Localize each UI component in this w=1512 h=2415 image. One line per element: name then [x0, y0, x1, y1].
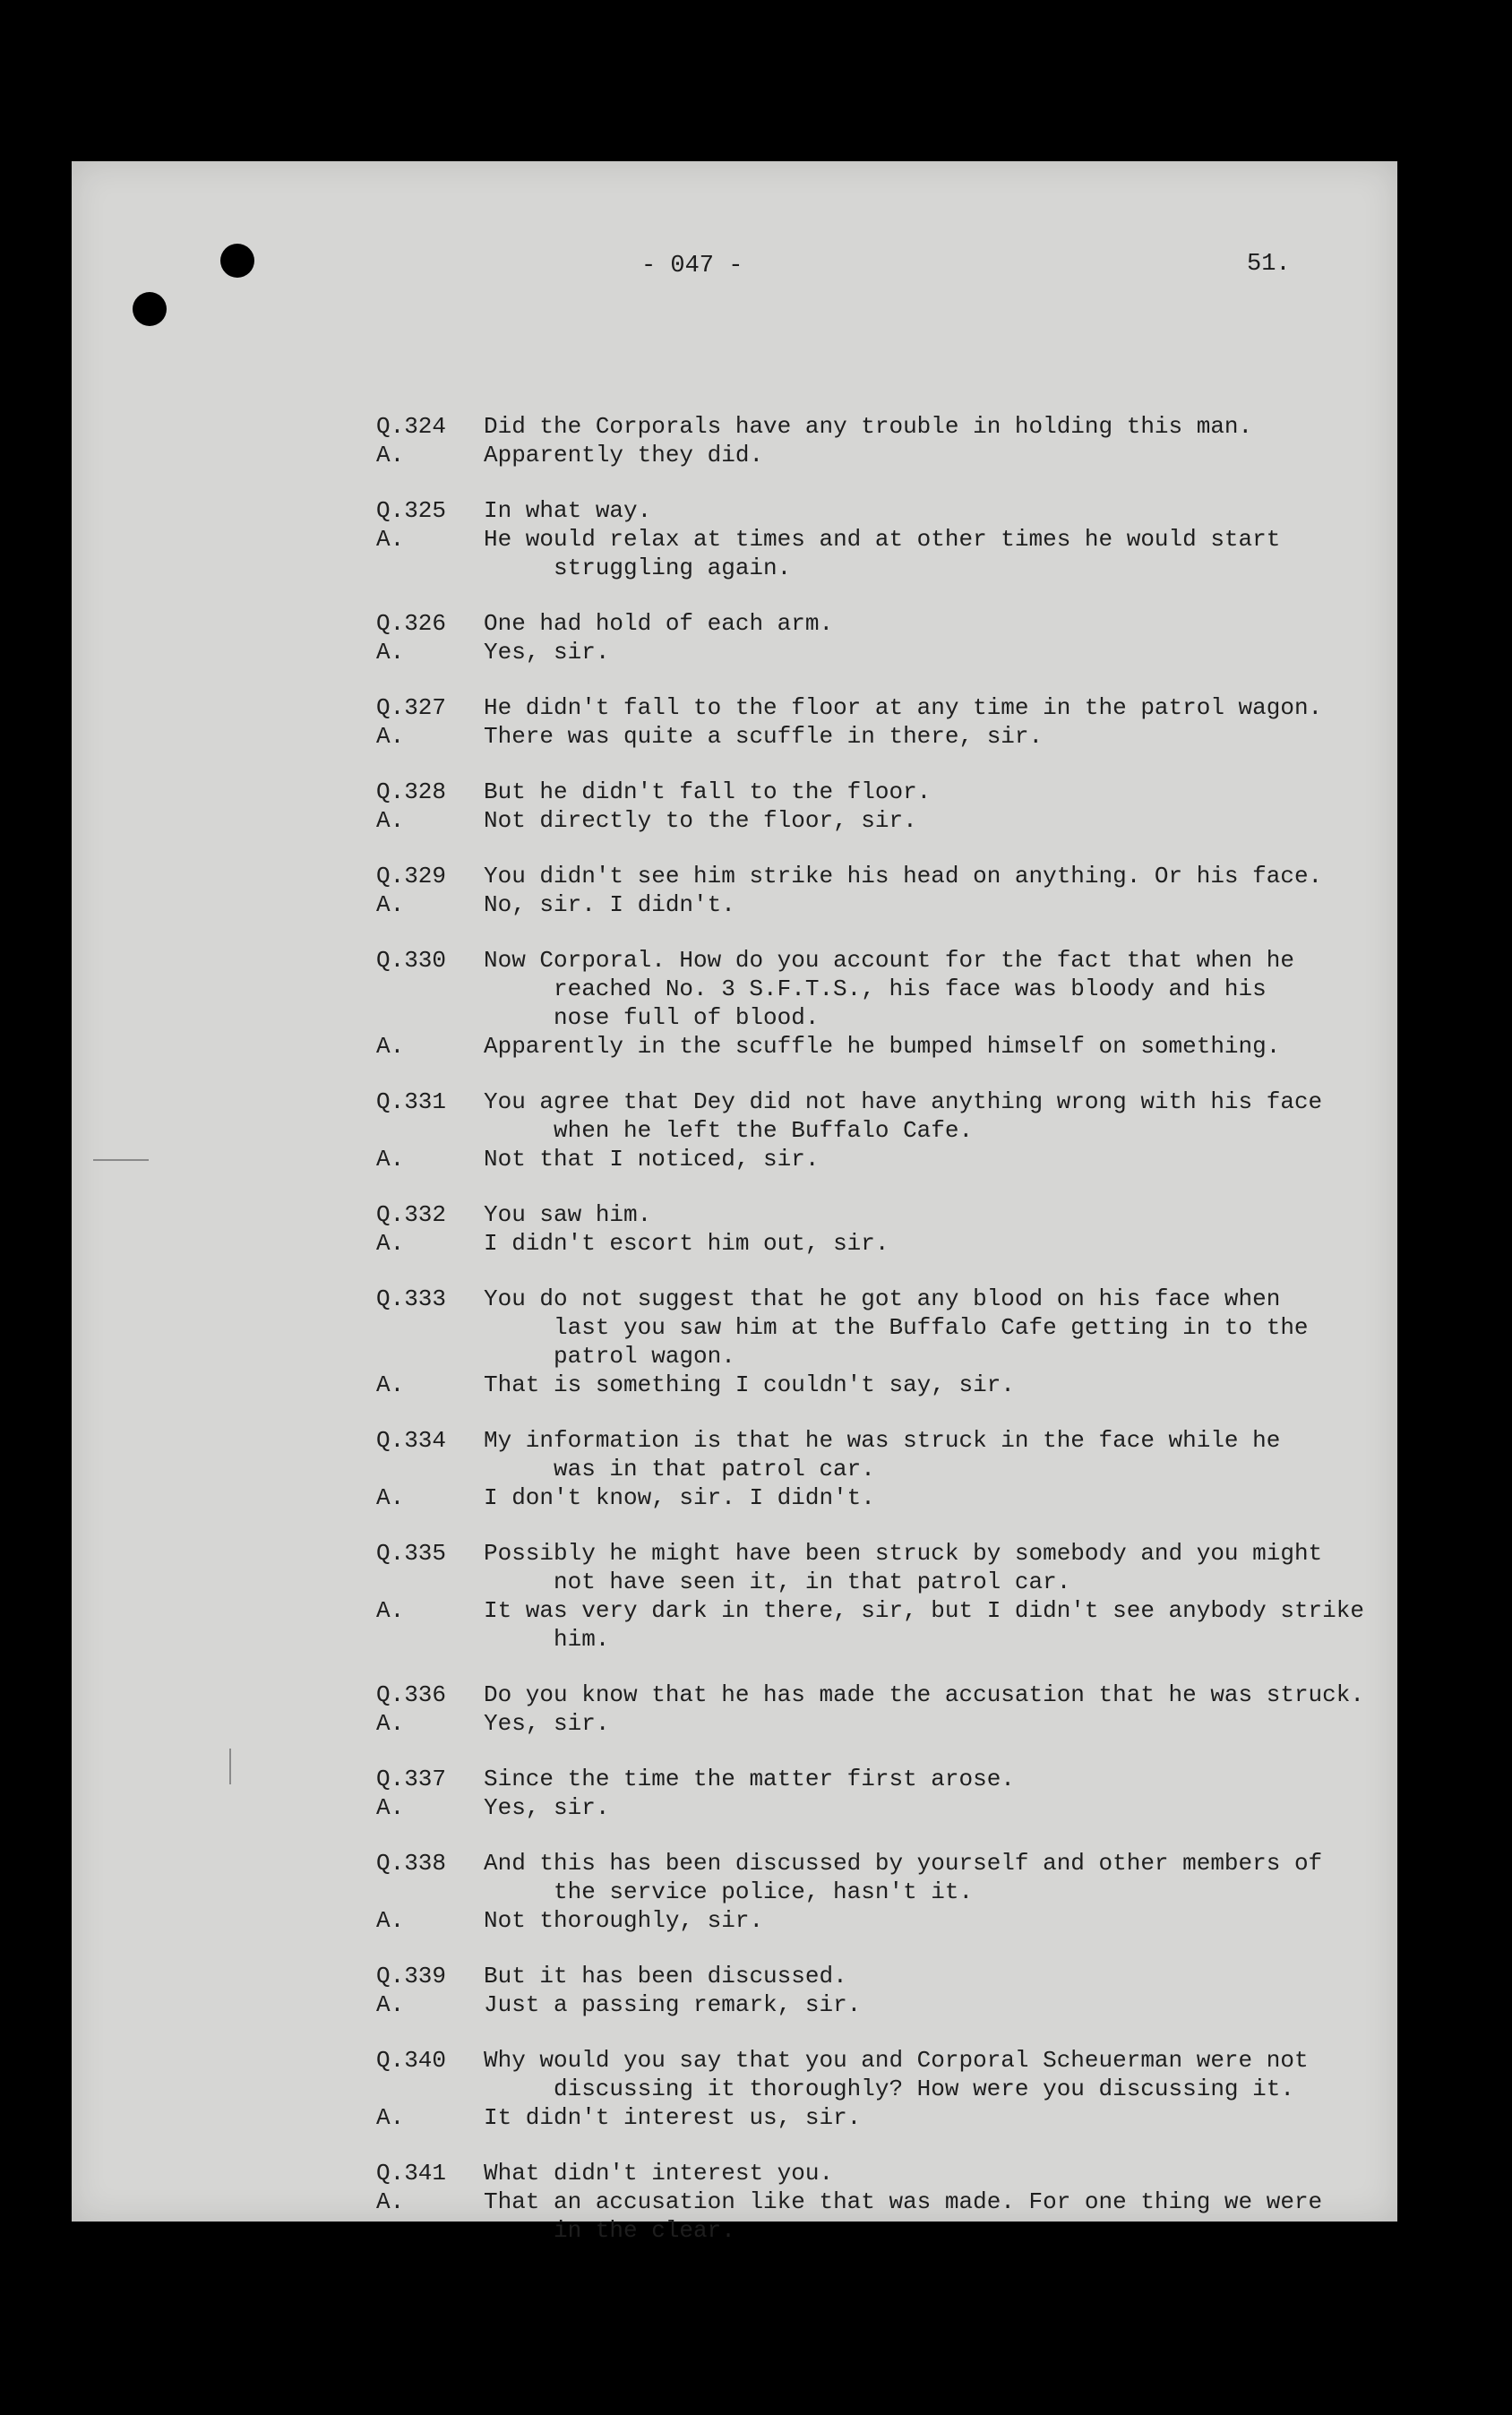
transcript-line [376, 1032, 1379, 1061]
transcript-line [376, 1709, 1379, 1738]
question-text: when he left the Buffalo Cafe. [554, 1117, 974, 1144]
question-text: You agree that Dey did not have anything wrong with his face [484, 1088, 1323, 1115]
qa-entry [376, 609, 1379, 666]
answer-text: There was quite a scuffle in there, sir. [484, 723, 1044, 750]
question-number: Q.327 [376, 694, 447, 721]
transcript-line [376, 1285, 1379, 1313]
question-text: not have seen it, in that patrol car. [554, 1568, 1071, 1595]
question-number: Q.334 [376, 1427, 447, 1454]
transcript-line [376, 2159, 1379, 2187]
answer-text: Apparently in the scuffle he bumped himself on something. [484, 1033, 1281, 1060]
question-number: Q.326 [376, 610, 447, 637]
margin-mark [93, 1159, 149, 1161]
question-number: Q.341 [376, 2160, 447, 2187]
question-number: Q.325 [376, 497, 447, 524]
transcript-line [376, 2103, 1379, 2132]
question-text: Do you know that he has made the accusation that he was struck. [484, 1681, 1364, 1708]
transcript-line [376, 1426, 1379, 1455]
qa-entry [376, 946, 1379, 1061]
transcript-line [376, 1849, 1379, 1878]
transcript-line [376, 1625, 1379, 1654]
transcript-line [376, 1568, 1379, 1596]
answer-label: A. [376, 807, 405, 834]
answer-label: A. [376, 891, 405, 918]
answer-text: Yes, sir. [484, 1710, 610, 1737]
answer-label: A. [376, 442, 405, 468]
qa-entry [376, 778, 1379, 835]
qa-entry [376, 862, 1379, 919]
transcript-line [376, 638, 1379, 666]
answer-text: Yes, sir. [484, 1794, 610, 1821]
margin-mark [229, 1749, 231, 1784]
transcript-line [376, 1003, 1379, 1032]
qa-entry [376, 693, 1379, 751]
transcript-line [376, 2075, 1379, 2103]
question-number: Q.324 [376, 413, 447, 440]
qa-entry [376, 1765, 1379, 1822]
answer-label: A. [376, 1597, 405, 1624]
answer-text: I didn't escort him out, sir. [484, 1230, 889, 1257]
question-text: last you saw him at the Buffalo Cafe getting in to the [554, 1314, 1309, 1341]
question-text: But it has been discussed. [484, 1963, 847, 1990]
answer-label: A. [376, 1907, 405, 1934]
question-number: Q.335 [376, 1540, 447, 1567]
qa-entry [376, 412, 1379, 469]
qa-entry [376, 1087, 1379, 1173]
transcript-line [376, 1765, 1379, 1793]
punch-hole [133, 292, 167, 326]
transcript-line [376, 2187, 1379, 2216]
qa-entry [376, 2046, 1379, 2132]
page-number: 51. [1247, 251, 1291, 278]
transcript-line [376, 890, 1379, 919]
answer-label: A. [376, 2104, 405, 2131]
answer-text: It didn't interest us, sir. [484, 2104, 862, 2131]
transcript-line [376, 1990, 1379, 2019]
question-number: Q.333 [376, 1285, 447, 1312]
question-text: What didn't interest you. [484, 2160, 834, 2187]
transcript-line [376, 1145, 1379, 1173]
question-text: nose full of blood. [554, 1004, 820, 1031]
answer-label: A. [376, 639, 405, 666]
transcript-line [376, 1229, 1379, 1258]
question-text: reached No. 3 S.F.T.S., his face was bloody and his [554, 975, 1267, 1002]
question-number: Q.336 [376, 1681, 447, 1708]
answer-label: A. [376, 1794, 405, 1821]
transcript-line [376, 1342, 1379, 1371]
transcript-line [376, 946, 1379, 975]
transcript-line [376, 1962, 1379, 1990]
transcript-line [376, 525, 1379, 554]
transcript-line [376, 1371, 1379, 1399]
question-text: patrol wagon. [554, 1343, 735, 1370]
transcript-line [376, 2046, 1379, 2075]
question-text: In what way. [484, 497, 652, 524]
qa-entry [376, 1849, 1379, 1935]
qa-entry [376, 1680, 1379, 1738]
transcript-line [376, 554, 1379, 582]
punch-hole [220, 244, 254, 278]
transcript-line [376, 1596, 1379, 1625]
transcript-line [376, 1539, 1379, 1568]
question-text: You saw him. [484, 1201, 652, 1228]
answer-label: A. [376, 1146, 405, 1173]
question-number: Q.340 [376, 2047, 447, 2074]
qa-entry [376, 1200, 1379, 1258]
transcript-line [376, 1878, 1379, 1906]
transcript-line [376, 1793, 1379, 1822]
question-text: Now Corporal. How do you account for the fact that when he [484, 947, 1294, 974]
transcript-line [376, 1483, 1379, 1512]
qa-entry [376, 1285, 1379, 1399]
question-text: Since the time the matter first arose. [484, 1766, 1015, 1792]
answer-text: Not thoroughly, sir. [484, 1907, 764, 1934]
answer-label: A. [376, 1371, 405, 1398]
transcript-line [376, 609, 1379, 638]
question-number: Q.329 [376, 863, 447, 890]
answer-label: A. [376, 1991, 405, 2018]
answer-label: A. [376, 1230, 405, 1257]
qa-entry [376, 496, 1379, 582]
answer-text: in the clear. [554, 2217, 735, 2244]
answer-label: A. [376, 2188, 405, 2215]
transcript-line [376, 1313, 1379, 1342]
answer-text: Yes, sir. [484, 639, 610, 666]
transcript-line [376, 1200, 1379, 1229]
question-number: Q.338 [376, 1850, 447, 1877]
answer-text: struggling again. [554, 554, 792, 581]
question-number: Q.331 [376, 1088, 447, 1115]
answer-text: It was very dark in there, sir, but I didn't see anybody strike [484, 1597, 1364, 1624]
answer-label: A. [376, 1484, 405, 1511]
qa-entry [376, 1962, 1379, 2019]
transcript-line [376, 1906, 1379, 1935]
answer-label: A. [376, 526, 405, 553]
answer-label: A. [376, 723, 405, 750]
question-number: Q.337 [376, 1766, 447, 1792]
answer-text: Not that I noticed, sir. [484, 1146, 820, 1173]
transcript-line [376, 1455, 1379, 1483]
question-text: Possibly he might have been struck by somebody and you might [484, 1540, 1323, 1567]
question-text: And this has been discussed by yourself and other members of [484, 1850, 1323, 1877]
answer-label: A. [376, 1710, 405, 1737]
transcript-line [376, 1116, 1379, 1145]
answer-text: That an accusation like that was made. For one thing we were [484, 2188, 1323, 2215]
question-text: One had hold of each arm. [484, 610, 834, 637]
question-text: was in that patrol car. [554, 1456, 875, 1483]
transcript-line [376, 1680, 1379, 1709]
transcript-line [376, 778, 1379, 806]
transcript-line [376, 806, 1379, 835]
answer-text: No, sir. I didn't. [484, 891, 735, 918]
qa-entry [376, 1539, 1379, 1654]
question-text: You didn't see him strike his head on anything. Or his face. [484, 863, 1323, 890]
transcript-line [376, 722, 1379, 751]
question-text: My information is that he was struck in the face while he [484, 1427, 1281, 1454]
answer-text: That is something I couldn't say, sir. [484, 1371, 1015, 1398]
question-text: But he didn't fall to the floor. [484, 778, 932, 805]
question-text: the service police, hasn't it. [554, 1878, 974, 1905]
question-text: discussing it thoroughly? How were you discussing it. [554, 2076, 1294, 2102]
answer-text: him. [554, 1626, 610, 1653]
transcript-line [376, 862, 1379, 890]
question-number: Q.328 [376, 778, 447, 805]
answer-text: Just a passing remark, sir. [484, 1991, 862, 2018]
answer-text: Apparently they did. [484, 442, 764, 468]
document-reference: - 047 - [641, 253, 743, 279]
answer-text: Not directly to the floor, sir. [484, 807, 917, 834]
question-number: Q.330 [376, 947, 447, 974]
question-text: Did the Corporals have any trouble in holding this man. [484, 413, 1253, 440]
transcript-line [376, 693, 1379, 722]
answer-text: He would relax at times and at other times he would start [484, 526, 1281, 553]
answer-text: I don't know, sir. I didn't. [484, 1484, 875, 1511]
question-text: Why would you say that you and Corporal Scheuerman were not [484, 2047, 1309, 2074]
qa-entry [376, 1426, 1379, 1512]
transcript-line [376, 441, 1379, 469]
question-text: You do not suggest that he got any blood on his face when [484, 1285, 1281, 1312]
transcript-line [376, 496, 1379, 525]
question-text: He didn't fall to the floor at any time in the patrol wagon. [484, 694, 1323, 721]
question-number: Q.332 [376, 1201, 447, 1228]
transcript-line [376, 975, 1379, 1003]
transcript-line [376, 1087, 1379, 1116]
transcript-line [376, 412, 1379, 441]
question-number: Q.339 [376, 1963, 447, 1990]
transcript-line [376, 2216, 1379, 2245]
transcript-body [376, 412, 1379, 2272]
answer-label: A. [376, 1033, 405, 1060]
qa-entry [376, 2159, 1379, 2245]
